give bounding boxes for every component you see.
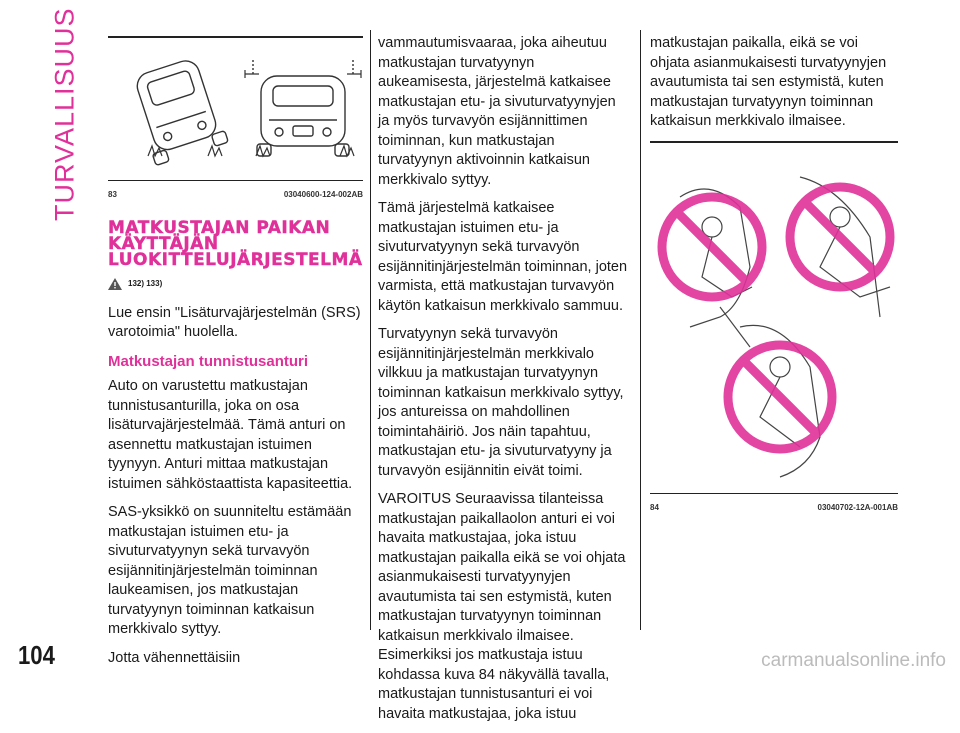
prohibited-icon — [728, 345, 832, 449]
paragraph: Tämä järjestelmä katkaisee matkustajan istuimen etu- ja sivuturvatyynyn sekä turvavyön esijännitinjärjestelmän toiminnan, joten varmista, että matkustajan turvavyön käytön katkaisun merkkivalo sammuu. — [378, 200, 628, 314]
prohibited-icon — [790, 187, 890, 287]
warning-references — [108, 274, 363, 294]
paragraph: Turvatyynyn sekä turvavyön esijännitinjärjestelmän merkkivalo vilkkuu ja matkustajan turvatyynyn toiminnan katkaisun merkkivalo syttyy, jos antureissa on mahdollinen toimintahäiriö. Jos näin tapahtuu, matkustajan etu- ja sivuturvatyyny ja turvavyön esijännitin eivät toimi. — [378, 326, 624, 479]
paragraph: Jotta vähennettäisiin — [108, 649, 241, 666]
figure-83-illustration — [108, 38, 363, 173]
figure-code: 03040702-12A-001AB — [817, 503, 898, 512]
subheading: Matkustajan tunnistusanturi — [108, 352, 309, 370]
intro-paragraph: Lue ensin "Lisäturvajärjestelmän (SRS) varotoimia" huolella. — [108, 304, 361, 340]
figure-bottom-rule — [650, 493, 898, 494]
paragraph: SAS-yksikkö on suunniteltu estämään matkustajan istuimen etu- ja sivuturvatyynyn sekä turvavyön esijännitinjärjestelmän toiminnan laukeamisen, jos matkustajan turvatyynyn toiminnan katkaisun merkkivalo syttyy. — [108, 504, 352, 637]
figure-code: 03040600-124-002AB — [283, 189, 363, 199]
section-heading: MATKUSTAJAN PAIKAN KÄYTTÄJÄN LUOKITTELUJÄRJESTELMÄ — [108, 218, 363, 270]
paragraph: VAROITUS Seuraavissa tilanteissa matkustajan paikallaolon anturi ei voi havaita matkustajaa, joka istuu matkustajan paikalla eikä se voi ohjata asianmukaisesti turvatyynyjen avautumista tai sen estymistä, kuten matkustajan turvatyynyn toiminnan katkaisun merkkivalo ilmaisee. Esimerkiksi jos matkustaja istuu kohdassa kuva 84 näkyvällä tavalla, matkustajan tunnistusanturi ei voi havaita matkustajaa, joka istuu — [378, 491, 626, 722]
page-number: 104 — [18, 640, 55, 670]
figure-84-illustration — [650, 157, 898, 487]
column-3 — [650, 34, 898, 518]
passenger-drawing — [680, 189, 752, 347]
figure-number: 84 — [650, 503, 659, 512]
figure-top-rule — [650, 141, 898, 143]
section-title: TURVALLISUUS — [49, 7, 80, 221]
reference-numbers: 132) 133) — [128, 279, 163, 288]
paragraph: Auto on varustettu matkustajan tunnistusanturilla, joka on osa lisäturvajärjestelmää. Tämä anturi on asennettu matkustajan istuimen tyynyyn. Anturi mittaa matkustajan istuimen sähköstaattista kapasiteettia. — [108, 378, 353, 492]
paragraph: vammautumisvaaraa, joka aiheutuu matkustajan turvatyynyn aukeamisesta, järjestelmä katkaisee matkustajan etu- ja sivuturvatyynyjen ja myös turvavyön esijännittimen toiminnan, kun matkustajan turvatyynyn aktivoinnin katkaisun merkkivalo syttyy. — [378, 35, 616, 188]
column-divider — [640, 30, 641, 630]
column-1 — [108, 36, 363, 677]
watermark: carmanualsonline.info — [761, 650, 946, 671]
column-divider — [370, 30, 371, 630]
figure-84-caption — [650, 498, 898, 518]
warning-icon — [108, 278, 122, 290]
figure-83-caption — [108, 185, 363, 205]
column-2 — [378, 34, 630, 733]
figure-number: 83 — [108, 189, 117, 199]
paragraph: matkustajan paikalla, eikä se voi ohjata asianmukaisesti turvatyynyjen avautumista tai sen estymistä, kuten matkustajan turvatyynyn toiminnan katkaisun merkkivalo ilmaisee. — [650, 35, 887, 129]
figure-bottom-rule — [108, 180, 363, 181]
grass-icon — [148, 146, 354, 156]
lifted-car-drawing — [245, 60, 361, 156]
